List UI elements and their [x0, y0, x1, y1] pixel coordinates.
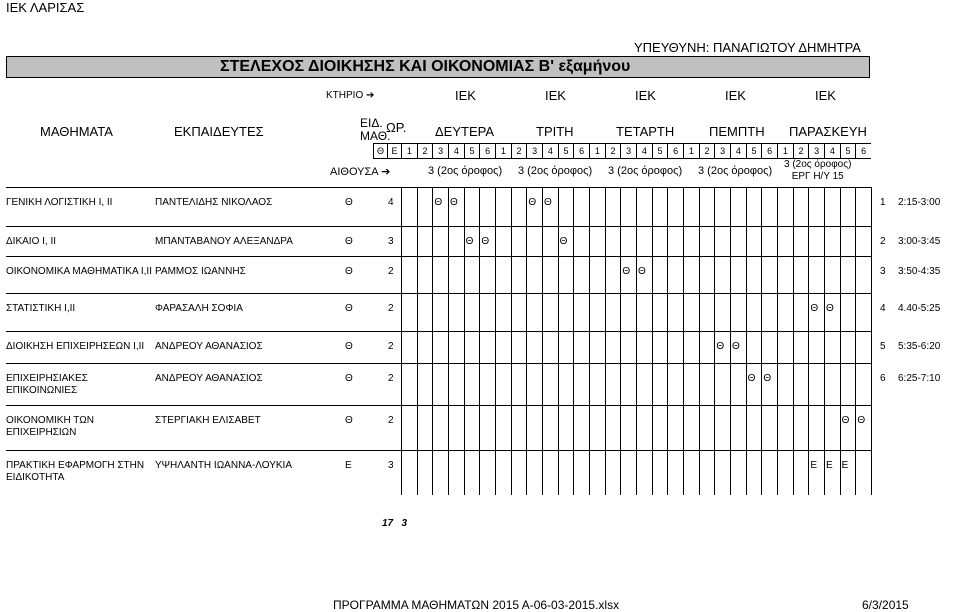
- grid-line: [401, 187, 402, 495]
- schedule-title: ΣΤΕΛΕΧΟΣ ΔΙΟΙΚΗΣΗΣ ΚΑΙ ΟΙΚΟΝΟΜΙΑΣ Β' εξαμήνου: [220, 58, 631, 75]
- period-row: [373, 143, 871, 159]
- period-cell: 4: [824, 144, 840, 158]
- period-cell: 5: [558, 144, 574, 158]
- grid-line: [526, 187, 527, 495]
- room-friday-name: 3 (2ος όροφος): [784, 159, 852, 170]
- row-divider: [6, 363, 871, 364]
- course-type: Θ: [345, 236, 353, 247]
- period-number: 4: [880, 303, 886, 314]
- course-name: ΔΙΚΑΙΟ Ι, ΙΙ: [6, 236, 57, 247]
- grid-line: [855, 187, 856, 495]
- period-time: 4.40-5:25: [898, 303, 941, 314]
- total-b: 3: [401, 518, 408, 529]
- period-cell: 1: [683, 144, 699, 158]
- grid-line: [730, 187, 731, 495]
- period-time: 2:15-3:00: [898, 197, 941, 208]
- building-thursday: ΙΕΚ: [725, 88, 746, 103]
- period-cell: 5: [840, 144, 856, 158]
- course-hours: 2: [388, 266, 394, 277]
- teacher-name: ΑΝΔΡΕΟΥ ΑΘΑΝΑΣΙΟΣ: [155, 341, 263, 352]
- room-friday: [784, 159, 851, 183]
- room-friday-lab: ΕΡΓ Η/Υ 15: [791, 171, 844, 182]
- day-tuesday: ΤΡΙΤΗ: [536, 124, 574, 139]
- period-cell: 4: [448, 144, 464, 158]
- row-divider: [6, 331, 871, 332]
- teachers-header: ΕΚΠΑΙΔΕΥΤΕΣ: [174, 124, 264, 139]
- grid-line: [714, 187, 715, 495]
- period-epsilon: Ε: [387, 144, 401, 158]
- row-divider: [6, 226, 871, 227]
- teacher-name: ΠΑΝΤΕΛΙΔΗΣ ΝΙΚΟΛΑΟΣ: [155, 197, 273, 208]
- course-type: Θ: [345, 197, 353, 208]
- course-hours: 3: [388, 460, 394, 471]
- period-cell: 2: [699, 144, 715, 158]
- grid-line: [840, 187, 841, 495]
- schedule-mark: Θ: [528, 197, 537, 208]
- grid-line: [871, 187, 872, 495]
- period-cell: 6: [667, 144, 683, 158]
- period-cell: 1: [589, 144, 605, 158]
- schedule-mark: Θ: [716, 341, 725, 352]
- teacher-name: ΡΑΜΜΟΣ ΙΩΑΝΝΗΣ: [155, 266, 246, 277]
- total-hours: [382, 518, 407, 529]
- course-type: Ε: [345, 460, 352, 471]
- schedule-mark: Ε: [841, 460, 849, 471]
- row-divider: [6, 187, 871, 188]
- period-cell: 6: [855, 144, 871, 158]
- teacher-name: ΑΝΔΡΕΟΥ ΑΘΑΝΑΣΙΟΣ: [155, 373, 263, 384]
- period-cell: 3: [526, 144, 542, 158]
- period-number: 1: [880, 197, 886, 208]
- course-name: ΕΠΙΧΕΙΡΗΣΙΑΚΕΣ ΕΠΙΚΟΙΝΩΝΙΕΣ: [6, 373, 88, 396]
- schedule-mark: Θ: [559, 236, 568, 247]
- schedule-mark: Θ: [857, 415, 866, 426]
- period-number: 3: [880, 266, 886, 277]
- grid-line: [808, 187, 809, 495]
- schedule-mark: Ε: [826, 460, 833, 471]
- period-cell: 6: [761, 144, 777, 158]
- grid-line: [793, 187, 794, 495]
- day-friday: ΠΑΡΑΣΚΕΥΗ: [789, 124, 867, 139]
- grid-line: [761, 187, 762, 495]
- schedule-mark: Θ: [544, 197, 552, 208]
- institution-name: ΙΕΚ ΛΑΡΙΣΑΣ: [6, 0, 85, 15]
- course-name: ΟΙΚΟΝΟΜΙΚΗ ΤΩΝ ΕΠΙΧΕΙΡΗΣΙΩΝ: [6, 415, 94, 438]
- grid-line: [667, 187, 668, 495]
- course-type: Θ: [345, 266, 353, 277]
- period-cell: 3: [714, 144, 730, 158]
- period-time: 3:50-4:35: [898, 266, 941, 277]
- building-friday: ΙΕΚ: [815, 88, 836, 103]
- period-cell: 2: [605, 144, 621, 158]
- grid-line: [699, 187, 700, 495]
- schedule-mark: Θ: [434, 197, 443, 208]
- grid-line: [573, 187, 574, 495]
- building-wednesday: ΙΕΚ: [635, 88, 656, 103]
- period-cell: 2: [511, 144, 527, 158]
- course-type: Θ: [345, 415, 353, 426]
- schedule-mark: Θ: [465, 236, 474, 247]
- period-time: 5:35-6:20: [898, 341, 941, 352]
- building-monday: ΙΕΚ: [455, 88, 476, 103]
- course-hours: 2: [388, 303, 394, 314]
- grid-line: [479, 187, 480, 495]
- schedule-mark: Θ: [622, 266, 631, 277]
- period-time: 6:25-7:10: [898, 373, 941, 384]
- room-monday: 3 (2ος όροφος): [428, 165, 503, 177]
- grid-line: [824, 187, 825, 495]
- teacher-name: ΦΑΡΑΣΑΛΗ ΣΟΦΙΑ: [155, 303, 243, 314]
- schedule-grid: [373, 187, 871, 495]
- grid-line: [417, 187, 418, 495]
- row-divider: [6, 405, 871, 406]
- teacher-name: ΣΤΕΡΓΙΑΚΗ ΕΛΙΣΑΒΕΤ: [155, 415, 261, 426]
- period-cell: 2: [417, 144, 433, 158]
- period-cell: 2: [793, 144, 809, 158]
- period-cell: 6: [479, 144, 495, 158]
- period-cell: 6: [573, 144, 589, 158]
- schedule-mark: Θ: [732, 341, 740, 352]
- schedule-mark: Θ: [450, 197, 458, 208]
- course-name: ΣΤΑΤΙΣΤΙΚΗ Ι,ΙΙ: [6, 303, 76, 314]
- period-cell: 4: [542, 144, 558, 158]
- course-type: Θ: [345, 341, 353, 352]
- row-divider: [6, 450, 871, 451]
- row-divider: [6, 256, 871, 257]
- period-cell: 1: [495, 144, 511, 158]
- period-cell: 3: [808, 144, 824, 158]
- schedule-mark: Θ: [481, 236, 490, 247]
- grid-line: [589, 187, 590, 495]
- building-label: ΚΤΗΡΙΟ ➔: [326, 90, 375, 101]
- course-name: ΠΡΑΚΤΙΚΗ ΕΦΑΡΜΟΓΗ ΣΤΗΝ ΕΙΔΙΚΟΤΗΤΑ: [6, 460, 145, 483]
- period-cell: 3: [620, 144, 636, 158]
- hours-header: ΩΡ.: [386, 120, 407, 135]
- grid-line: [448, 187, 449, 495]
- period-theta: Θ: [373, 144, 387, 158]
- period-cell: 5: [464, 144, 480, 158]
- building-tuesday: ΙΕΚ: [545, 88, 566, 103]
- courses-header: ΜΑΘΗΜΑΤΑ: [40, 124, 113, 139]
- day-wednesday: ΤΕΤΑΡΤΗ: [616, 124, 675, 139]
- room-tuesday: 3 (2ος όροφος): [518, 165, 593, 177]
- course-hours: 3: [388, 236, 394, 247]
- course-type: Θ: [345, 303, 353, 314]
- period-number: 6: [880, 373, 886, 384]
- period-cell: 3: [432, 144, 448, 158]
- schedule-mark: Θ: [841, 415, 850, 426]
- day-thursday: ΠΕΜΠΤΗ: [709, 124, 765, 139]
- grid-line: [558, 187, 559, 495]
- schedule-mark: Θ: [763, 373, 772, 384]
- grid-line: [777, 187, 778, 495]
- schedule-mark: Θ: [826, 303, 834, 314]
- period-cell: 5: [652, 144, 668, 158]
- type-header: ΕΙΔ. ΜΑΘ.: [360, 116, 391, 143]
- footer-filename: ΠΡΟΓΡΑΜΜΑ ΜΑΘΗΜΑΤΩΝ 2015 Α-06-03-2015.xlsx: [333, 598, 620, 612]
- room-label: ΑΙΘΟΥΣΑ ➔: [330, 166, 391, 178]
- grid-line: [495, 187, 496, 495]
- row-divider: [6, 293, 871, 294]
- schedule-mark: Θ: [810, 303, 819, 314]
- period-number: 2: [880, 236, 886, 247]
- period-cell: 5: [746, 144, 762, 158]
- period-cell: 1: [401, 144, 417, 158]
- course-name: ΟΙΚΟΝΟΜΙΚΑ ΜΑΘΗΜΑΤΙΚΑ Ι,ΙΙ: [6, 266, 152, 277]
- course-type: Θ: [345, 373, 353, 384]
- grid-line: [636, 187, 637, 495]
- grid-line: [683, 187, 684, 495]
- schedule-mark: Ε: [810, 460, 817, 471]
- period-cell: 1: [777, 144, 793, 158]
- course-name: ΔΙΟΙΚΗΣΗ ΕΠΙΧΕΙΡΗΣΕΩΝ Ι,ΙΙ: [6, 341, 145, 352]
- period-cell: 4: [730, 144, 746, 158]
- course-name: ΓΕΝΙΚΗ ΛΟΓΙΣΤΙΚΗ Ι, ΙΙ: [6, 197, 113, 208]
- course-hours: 4: [388, 197, 394, 208]
- room-thursday: 3 (2ος όροφος): [698, 165, 773, 177]
- room-wednesday: 3 (2ος όροφος): [608, 165, 683, 177]
- grid-line: [652, 187, 653, 495]
- grid-line: [432, 187, 433, 495]
- period-number: 5: [880, 341, 886, 352]
- grid-line: [464, 187, 465, 495]
- total-a: 17: [382, 518, 394, 529]
- course-hours: 2: [388, 341, 394, 352]
- responsible-person: ΥΠΕΥΘΥΝΗ: ΠΑΝΑΓΙΩΤΟΥ ΔΗΜΗΤΡΑ: [634, 40, 861, 55]
- period-cell: 4: [636, 144, 652, 158]
- grid-line: [542, 187, 543, 495]
- course-hours: 2: [388, 373, 394, 384]
- grid-line: [620, 187, 621, 495]
- schedule-mark: Θ: [638, 266, 646, 277]
- day-monday: ΔΕΥΤΕΡΑ: [435, 124, 495, 139]
- teacher-name: ΜΠΑΝΤΑΒΑΝΟΥ ΑΛΕΞΑΝΔΡΑ: [155, 236, 293, 247]
- teacher-name: ΥΨΗΛΑΝΤΗ ΙΩΑΝΝΑ-ΛΟΥΚΙΑ: [155, 460, 293, 471]
- schedule-mark: Θ: [747, 373, 756, 384]
- grid-line: [511, 187, 512, 495]
- period-time: 3:00-3:45: [898, 236, 941, 247]
- grid-line: [746, 187, 747, 495]
- grid-line: [605, 187, 606, 495]
- course-hours: 2: [388, 415, 394, 426]
- footer-date: 6/3/2015: [862, 598, 909, 612]
